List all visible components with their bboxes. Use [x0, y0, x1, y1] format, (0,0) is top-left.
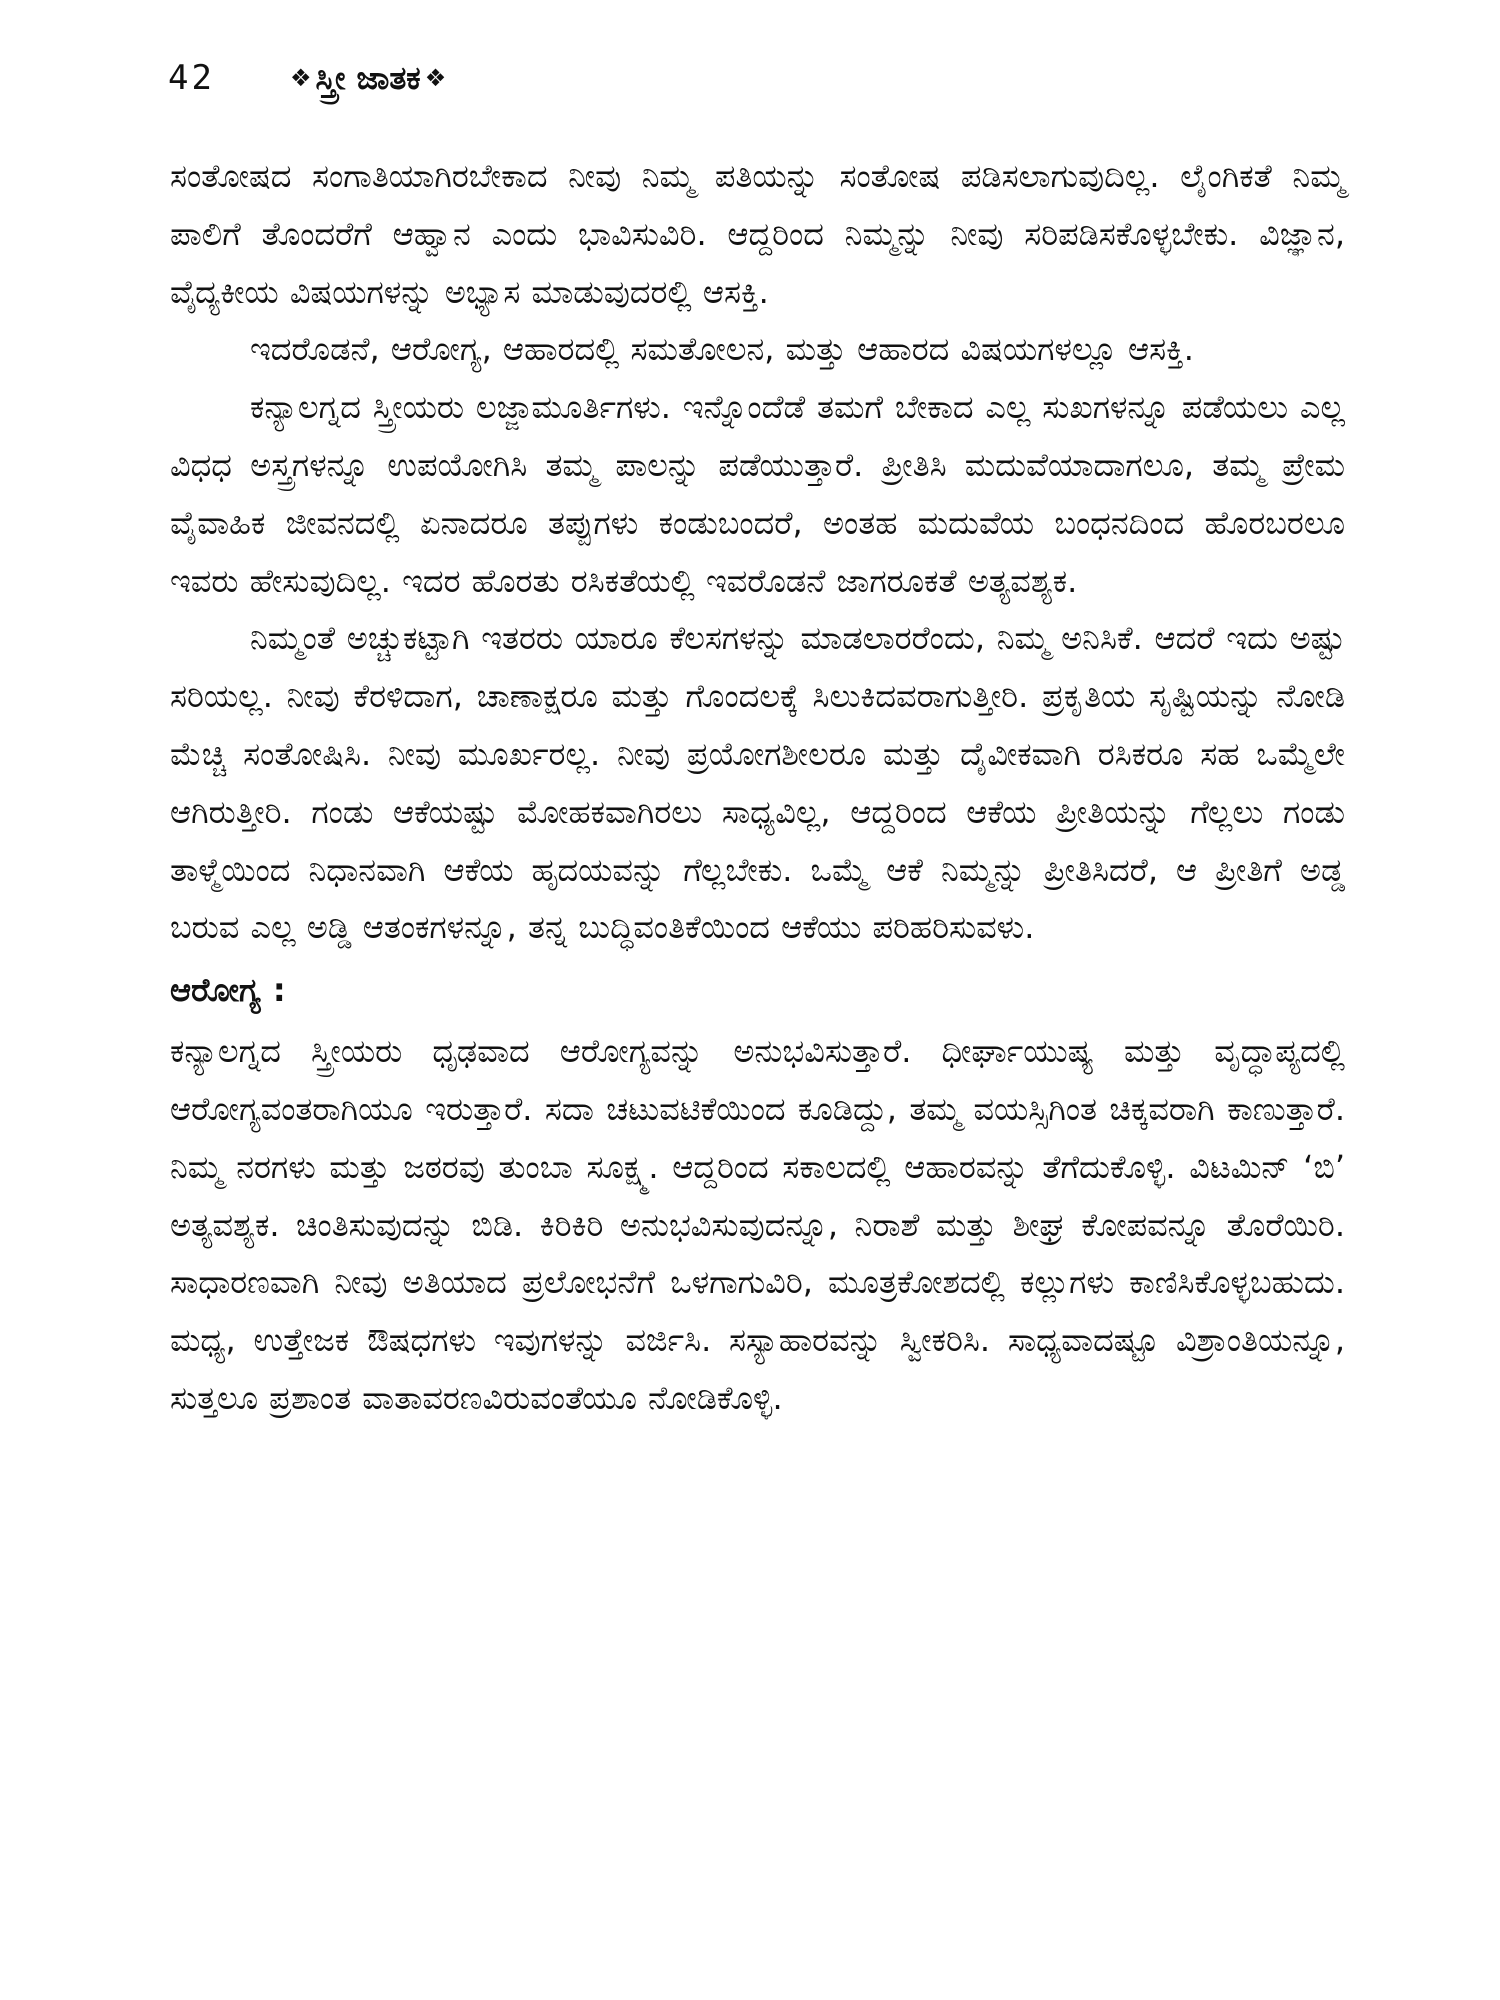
paragraph-4: ನಿಮ್ಮಂತೆ ಅಚ್ಚುಕಟ್ಟಾಗಿ ಇತರರು ಯಾರೂ ಕೆಲಸಗಳನ್ನು ಮಾಡಲಾರರೆಂದು, ನಿಮ್ಮ ಅನಿಸಿಕೆ. ಆದರೆ ಇದು ಅಷ್ಟು ಸರಿಯಲ್ಲ. ನೀವು ಕೆರಳಿದಾಗ, ಚಾಣಾಕ್ಷರೂ ಮತ್ತು ಗೊಂದಲಕ್ಕೆ ಸಿಲುಕಿದವರಾಗುತ್ತೀರಿ. ಪ್ರಕೃತಿಯ ಸೃಷ್ಟಿಯನ್ನು ನೋಡಿ ಮೆಚ್ಚಿ ಸಂತೋಷಿಸಿ. ನೀವು ಮೂರ್ಖರಲ್ಲ. ನೀವು ಪ್ರಯೋಗಶೀಲರೂ ಮತ್ತು ದೈವೀಕವಾಗಿ ರಸಿಕರೂ ಸಹ ಒಮ್ಮೆಲೇ ಆಗಿರುತ್ತೀರಿ. ಗಂಡು ಆಕೆಯಷ್ಟು ಮೋಹಕವಾಗಿರಲು ಸಾಧ್ಯವಿಲ್ಲ, ಆದ್ದರಿಂದ ಆಕೆಯ ಪ್ರೀತಿಯನ್ನು ಗೆಲ್ಲಲು ಗಂಡು ತಾಳ್ಮೆಯಿಂದ ನಿಧಾನವಾಗಿ ಆಕೆಯ ಹೃದಯವನ್ನು ಗೆಲ್ಲಬೇಕು. ಒಮ್ಮೆ ಆಕೆ ನಿಮ್ಮನ್ನು ಪ್ರೀತಿಸಿದರೆ, ಆ ಪ್ರೀತಿಗೆ ಅಡ್ಡ ಬರುವ ಎಲ್ಲ ಅಡ್ಡಿ ಆತಂಕಗಳನ್ನೂ, ತನ್ನ ಬುದ್ಧಿವಂತಿಕೆಯಿಂದ ಆಕೆಯು ಪರಿಹರಿಸುವಳು.	[170, 619, 1345, 947]
body-text	[170, 148, 1345, 1428]
running-title: ಸ್ತ್ರೀ ಜಾತಕ	[315, 58, 421, 97]
section-heading-health: ಆರೋಗ್ಯ :	[170, 971, 286, 1010]
page-number: 42	[168, 58, 215, 98]
paragraph-2: ಇದರೊಡನೆ, ಆರೋಗ್ಯ, ಆಹಾರದಲ್ಲಿ ಸಮತೋಲನ, ಮತ್ತು ಆಹಾರದ ವಿಷಯಗಳಲ್ಲೂ ಆಸಕ್ತಿ.	[250, 330, 1194, 369]
page-header	[168, 46, 1348, 110]
running-head	[286, 59, 450, 98]
paragraph-3: ಕನ್ಯಾಲಗ್ನದ ಸ್ತ್ರೀಯರು ಲಜ್ಜಾಮೂರ್ತಿಗಳು. ಇನ್ನೊಂದೆಡೆ ತಮಗೆ ಬೇಕಾದ ಎಲ್ಲ ಸುಖಗಳನ್ನೂ ಪಡೆಯಲು ಎಲ್ಲ ವಿಧಧ ಅಸ್ತ್ರಗಳನ್ನೂ ಉಪಯೋಗಿಸಿ ತಮ್ಮ ಪಾಲನ್ನು ಪಡೆಯುತ್ತಾರೆ. ಪ್ರೀತಿಸಿ ಮದುವೆಯಾದಾಗಲೂ, ತಮ್ಮ ಪ್ರೇಮ ವೈವಾಹಿಕ ಜೀವನದಲ್ಲಿ ಏನಾದರೂ ತಪ್ಪುಗಳು ಕಂಡುಬಂದರೆ, ಅಂತಹ ಮದುವೆಯ ಬಂಧನದಿಂದ ಹೊರಬರಲೂ ಇವರು ಹೇಸುವುದಿಲ್ಲ. ಇದರ ಹೊರತು ರಸಿಕತೆಯಲ್ಲಿ ಇವರೊಡನೆ ಜಾಗರೂಕತೆ ಅತ್ಯವಶ್ಯಕ.	[170, 388, 1345, 600]
paragraph-5: ಕನ್ಯಾಲಗ್ನದ ಸ್ತ್ರೀಯರು ಧೃಢವಾದ ಆರೋಗ್ಯವನ್ನು ಅನುಭವಿಸುತ್ತಾರೆ. ಧೀರ್ಘಾಯುಷ್ಯ ಮತ್ತು ವೃದ್ಧಾಪ್ಯದಲ್ಲಿ ಆರೋಗ್ಯವಂತರಾಗಿಯೂ ಇರುತ್ತಾರೆ. ಸದಾ ಚಟುವಟಿಕೆಯಿಂದ ಕೂಡಿದ್ದು, ತಮ್ಮ ವಯಸ್ಸಿಗಿಂತ ಚಿಕ್ಕವರಾಗಿ ಕಾಣುತ್ತಾರೆ. ನಿಮ್ಮ ನರಗಳು ಮತ್ತು ಜಠರವು ತುಂಬಾ ಸೂಕ್ಷ್ಮ. ಆದ್ದರಿಂದ ಸಕಾಲದಲ್ಲಿ ಆಹಾರವನ್ನು ತೆಗೆದುಕೊಳ್ಳಿ. ವಿಟಮಿನ್ ‘ಬಿ’ ಅತ್ಯವಶ್ಯಕ. ಚಿಂತಿಸುವುದನ್ನು ಬಿಡಿ. ಕಿರಿಕಿರಿ ಅನುಭವಿಸುವುದನ್ನೂ, ನಿರಾಶೆ ಮತ್ತು ಶೀಘ್ರ ಕೋಪವನ್ನೂ ತೊರೆಯಿರಿ. ಸಾಧಾರಣವಾಗಿ ನೀವು ಅತಿಯಾದ ಪ್ರಲೋಭನೆಗೆ ಒಳಗಾಗುವಿರಿ, ಮೂತ್ರಕೋಶದಲ್ಲಿ ಕಲ್ಲುಗಳು ಕಾಣಿಸಿಕೊಳ್ಳಬಹುದು. ಮಧ್ಯ, ಉತ್ತೇಜಕ ಔಷಧಗಳು ಇವುಗಳನ್ನು ವರ್ಜಿಸಿ. ಸಸ್ಯಾಹಾರವನ್ನು ಸ್ವೀಕರಿಸಿ. ಸಾಧ್ಯವಾದಷ್ಟೂ ವಿಶ್ರಾಂತಿಯನ್ನೂ, ಸುತ್ತಲೂ ಪ್ರಶಾಂತ ವಾತಾವರಣವಿರುವಂತೆಯೂ ನೋಡಿಕೊಳ್ಳಿ.	[170, 1032, 1345, 1417]
paragraph-1: ಸಂತೋಷದ ಸಂಗಾತಿಯಾಗಿರಬೇಕಾದ ನೀವು ನಿಮ್ಮ ಪತಿಯನ್ನು ಸಂತೋಷ ಪಡಿಸಲಾಗುವುದಿಲ್ಲ. ಲೈಂಗಿಕತೆ ನಿಮ್ಮ ಪಾಲಿಗೆ ತೊಂದರೆಗೆ ಆಹ್ವಾನ ಎಂದು ಭಾವಿಸುವಿರಿ. ಆದ್ದರಿಂದ ನಿಮ್ಮನ್ನು ನೀವು ಸರಿಪಡಿಸಕೊಳ್ಳಬೇಕು. ವಿಜ್ಞಾನ, ವೈದ್ಯಕೀಯ ವಿಷಯಗಳನ್ನು ಅಭ್ಯಾಸ ಮಾಡುವುದರಲ್ಲಿ ಆಸಕ್ತಿ.	[170, 157, 1345, 311]
ornament-right-icon: ❖	[424, 64, 447, 92]
ornament-left-icon: ❖	[290, 64, 312, 92]
